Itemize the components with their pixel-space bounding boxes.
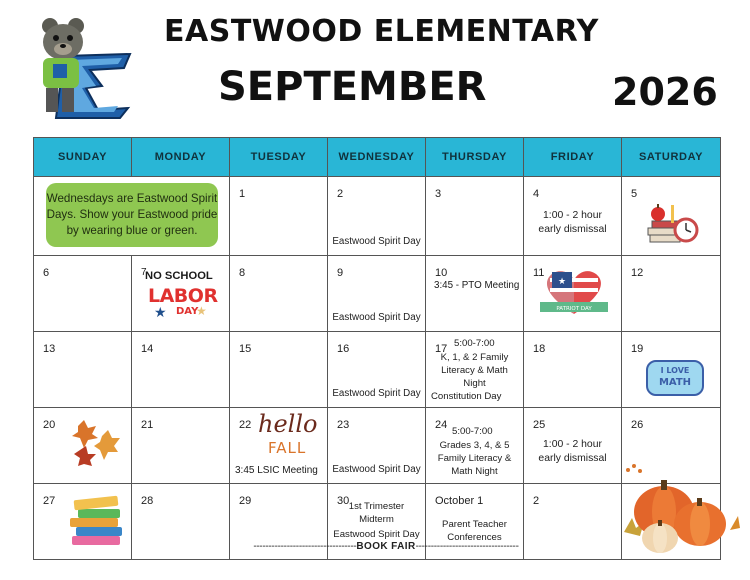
day-number: 14 <box>141 343 154 355</box>
day-number: 13 <box>43 343 56 355</box>
day-number: 17 <box>435 343 448 355</box>
event-lsic-meeting: 3:45 LSIC Meeting <box>235 465 318 476</box>
book-fair-banner: ----------------------------------BOOK FAIR---------------------------------- <box>253 541 519 552</box>
day-number: 29 <box>239 495 252 507</box>
day-cell[interactable] <box>230 177 328 256</box>
school-name: EASTWOOD ELEMENTARY <box>164 14 599 49</box>
day-number: 28 <box>141 495 154 507</box>
event-spirit-day: Eastwood Spirit Day <box>332 312 421 323</box>
bear-mascot-icon <box>26 12 138 120</box>
weekday-friday: FRIDAY <box>524 138 622 177</box>
weekday-tuesday: TUESDAY <box>230 138 328 177</box>
day-cell[interactable] <box>230 408 328 484</box>
day-number: 22 <box>239 419 252 431</box>
day-cell[interactable] <box>426 177 524 256</box>
day-cell[interactable] <box>426 408 524 484</box>
spirit-day-note: Wednesdays are Eastwood Spirit Days. Show your Eastwood pride by wearing blue or green. <box>46 183 218 247</box>
event-time: 5:00-7:00 <box>454 338 495 349</box>
day-number: 27 <box>43 495 56 507</box>
day-cell[interactable] <box>426 256 524 332</box>
hello-fall-icon: hello <box>258 410 318 438</box>
day-number: 24 <box>435 419 448 431</box>
day-number: 26 <box>631 419 644 431</box>
day-cell[interactable] <box>622 256 721 332</box>
day-number: 9 <box>337 267 344 279</box>
day-cell[interactable] <box>426 332 524 408</box>
event-spirit-day: Eastwood Spirit Day <box>332 464 421 475</box>
event-time: 5:00-7:00 <box>452 426 493 437</box>
weekday-monday: MONDAY <box>132 138 230 177</box>
day-cell[interactable] <box>328 408 426 484</box>
book-stack-icon <box>68 492 128 548</box>
day-cell[interactable] <box>132 408 230 484</box>
patriot-heart-icon <box>538 264 610 322</box>
day-number: 16 <box>337 343 350 355</box>
star-icon: ★ <box>154 304 167 320</box>
day-number: 19 <box>631 343 644 355</box>
day-number: October 1 <box>435 495 484 507</box>
event-early-dismissal: 1:00 - 2 hour early dismissal <box>538 210 607 235</box>
day-cell[interactable] <box>34 408 132 484</box>
day-cell[interactable] <box>34 484 132 560</box>
day-cell[interactable] <box>230 256 328 332</box>
svg-text:★: ★ <box>557 277 567 287</box>
pumpkins-icon <box>618 462 744 558</box>
weekday-thursday: THURSDAY <box>426 138 524 177</box>
hello-fall-subtext: FALL <box>268 439 307 457</box>
i-love-math-icon: I LOVE MATH <box>646 360 704 396</box>
year-title: 2026 <box>612 70 718 114</box>
event-family-literacy-night: K, 1, & 2 Family Literacy & Math Night <box>440 352 509 389</box>
day-number: 2 <box>533 495 540 507</box>
labor-day-icon: LABOR <box>148 285 218 307</box>
day-number: 6 <box>43 267 50 279</box>
fall-leaves-icon <box>66 416 122 468</box>
book-fair-label: BOOK FAIR <box>356 541 416 552</box>
day-cell[interactable] <box>524 408 622 484</box>
week-row <box>34 177 721 256</box>
weekday-header-row <box>34 138 721 177</box>
day-number: 3 <box>435 188 442 200</box>
labor-day-subtext: DAY <box>176 306 199 317</box>
day-cell[interactable] <box>328 256 426 332</box>
day-cell[interactable] <box>622 177 721 256</box>
event-family-literacy-night: Grades 3, 4, & 5 Family Literacy & Math Night <box>437 440 512 477</box>
day-number: 30 <box>337 495 350 507</box>
apple-books-clock-icon <box>646 199 702 249</box>
weekday-wednesday: WEDNESDAY <box>328 138 426 177</box>
spirit-day-note-cell <box>34 177 230 256</box>
day-number: 25 <box>533 419 546 431</box>
event-spirit-day: Eastwood Spirit Day <box>332 388 421 399</box>
day-number: 23 <box>337 419 350 431</box>
day-number: 18 <box>533 343 546 355</box>
day-number: 20 <box>43 419 56 431</box>
day-number: 15 <box>239 343 252 355</box>
day-cell[interactable] <box>230 332 328 408</box>
event-spirit-day: Eastwood Spirit Day <box>333 529 420 540</box>
month-title: SEPTEMBER <box>218 64 487 110</box>
day-cell[interactable] <box>524 332 622 408</box>
event-pto-meeting: 3:45 - PTO Meeting <box>434 280 520 291</box>
day-number: 11 <box>533 267 545 279</box>
weekday-saturday: SATURDAY <box>622 138 721 177</box>
event-constitution-day: Constitution Day <box>431 391 502 402</box>
day-number: 7 <box>141 267 147 278</box>
day-number: 1 <box>239 188 246 200</box>
event-parent-teacher-conferences: Parent Teacher Conferences <box>442 519 507 543</box>
event-spirit-day: Eastwood Spirit Day <box>332 236 421 247</box>
day-number: 21 <box>141 419 154 431</box>
day-cell[interactable] <box>328 332 426 408</box>
event-early-dismissal: 1:00 - 2 hour early dismissal <box>538 439 607 464</box>
day-cell[interactable] <box>622 332 721 408</box>
week-row <box>34 332 721 408</box>
patriot-day-label: PATRIOT DAY <box>556 306 592 312</box>
event-no-school: NO SCHOOL <box>145 270 213 282</box>
day-cell[interactable] <box>34 332 132 408</box>
week-row <box>34 256 721 332</box>
day-number: 12 <box>631 267 644 279</box>
day-cell[interactable] <box>132 332 230 408</box>
day-cell[interactable] <box>132 256 230 332</box>
day-cell[interactable] <box>328 177 426 256</box>
day-cell[interactable] <box>34 256 132 332</box>
day-number: 8 <box>239 267 246 279</box>
day-cell[interactable] <box>524 256 622 332</box>
day-cell[interactable] <box>524 177 622 256</box>
weekday-sunday: SUNDAY <box>34 138 132 177</box>
event-trimester-midterm: 1st Trimester Midterm <box>348 501 405 525</box>
day-number: 5 <box>631 188 638 200</box>
star-icon: ★ <box>196 304 207 318</box>
day-number: 10 <box>435 267 448 279</box>
day-number: 2 <box>337 188 344 200</box>
day-number: 4 <box>533 188 540 200</box>
